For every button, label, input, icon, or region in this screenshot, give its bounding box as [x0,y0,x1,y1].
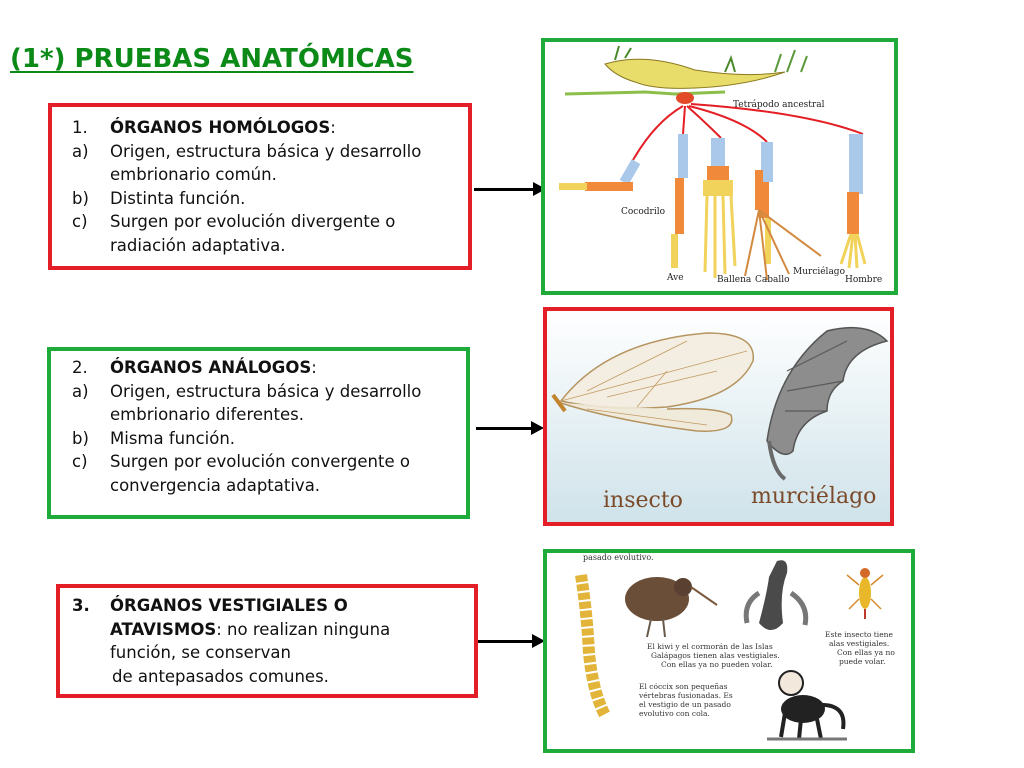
list-item-text: radiación adaptativa. [110,235,286,255]
kiwi-caption: El kiwi y el cormorán de las Islas Galápagos tienen alas vestigiales. Con ellas ya no pueden volar. [647,642,780,669]
insect-icon [847,568,883,619]
analogous-text [72,356,421,497]
monkey-icon [767,671,847,739]
list-marker: a) [72,141,89,161]
list-item-text: Misma función. [110,428,236,448]
bird-label: Ave [667,273,684,283]
list-item [72,210,421,257]
list-item [72,427,421,451]
human-label: Hombre [845,275,883,285]
bat-label: murciélago [751,484,877,509]
bird-wing-icon [671,134,688,268]
vestigial-heading-2: ATAVISMOS [110,619,217,639]
vestigial-heading: ÓRGANOS VESTIGIALES O [110,596,348,615]
vestigial-line: función, se conservan [110,643,291,662]
crocodile-label: Cocodrilo [621,207,666,217]
arrow-right-icon [478,640,533,643]
list-marker: c) [72,212,88,231]
list-marker: a) [72,381,89,401]
homologous-text [72,116,421,257]
heading-colon: : [311,358,317,377]
list-item-text: Origen, estructura básica y desarrollo [110,381,422,401]
vestigial-illustration [547,553,911,749]
list-item-text: convergencia adaptativa. [110,475,321,495]
coccyx-caption: El cóccix son pequeñas vértebras fusionadas. Es el vestigio de un pasado evolutivo con cola. [639,682,733,718]
analogous-heading: ÓRGANOS ANÁLOGOS [110,358,312,377]
homologous-heading-row [72,116,421,140]
list-number: 2. [72,358,88,377]
list-item [72,187,421,211]
crocodile-limb-icon [559,159,640,191]
list-item-text: Origen, estructura básica y desarrollo [110,141,422,161]
divergence-arrows [633,104,863,160]
analogous-heading-row [72,356,421,380]
page-title: (1*) PRUEBAS ANATÓMICAS [10,44,414,74]
kiwi-icon [625,577,717,637]
analogous-wings-figure [543,307,894,526]
whale-label: Ballena [717,275,752,285]
ancestral-tetrapod-icon [565,46,807,104]
arrow-right-icon [474,188,534,191]
arrow-right-icon [476,427,532,430]
bat-label: Murciélago [793,267,845,277]
list-item-text: embrionario común. [110,165,277,184]
cormorant-icon [746,560,806,630]
insect-caption: Este insecto tiene alas vestigiales. Con ellas ya no puede volar. [825,630,895,666]
list-item [72,450,421,497]
list-item-text: embrionario diferentes. [110,405,304,424]
vestigial-text-line: : no realizan ninguna [216,619,391,639]
insect-label: insecto [603,488,683,513]
list-marker: b) [72,188,89,208]
homologous-limbs-figure [541,38,898,295]
horse-label: Caballo [755,275,790,285]
bat-wing-icon [745,170,821,280]
vestigial-text [72,594,390,688]
list-item [72,140,421,187]
list-item [72,380,421,427]
list-item-text: Distinta función. [110,188,246,208]
homologous-heading: ÓRGANOS HOMÓLOGOS [110,118,331,137]
ancestor-label: Tetrápodo ancestral [733,100,825,110]
whale-flipper-icon [703,138,735,278]
list-marker: c) [72,452,88,471]
top-caption: pasado evolutivo. [583,553,654,562]
vestigial-line: de antepasados comunes. [112,666,329,686]
list-item-text: Surgen por evolución convergente o [110,452,410,471]
list-item-text: Surgen por evolución divergente o [110,212,396,231]
list-number: 3. [72,596,90,615]
spine-coccyx-icon [581,575,605,715]
vestigial-line [72,618,390,642]
human-arm-icon [841,134,865,268]
list-number: 1. [72,118,88,137]
list-marker: b) [72,428,89,448]
heading-colon: : [330,118,336,137]
vestigial-heading-row [72,594,390,618]
limbs-illustration [545,42,894,291]
vestigial-organs-figure [543,549,915,753]
wings-illustration [547,311,890,522]
